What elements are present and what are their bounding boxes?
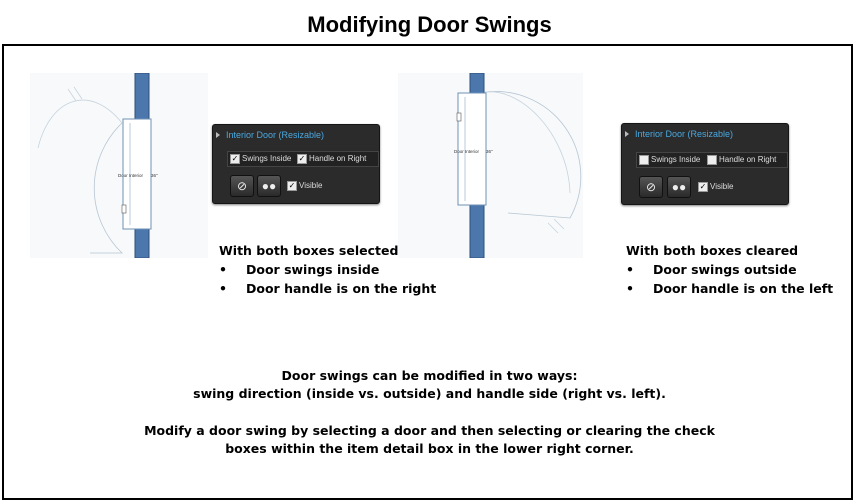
left-caption-heading: With both boxes selected	[219, 243, 399, 258]
visible-label: Visible	[710, 182, 734, 191]
right-plan-label: Door Interior	[454, 149, 480, 154]
notes-line-1: Door swings can be modified in two ways:	[281, 368, 578, 383]
right-item-detail-panel	[621, 123, 789, 205]
notes-line-4: boxes within the item detail box in the lower right corner.	[225, 441, 634, 456]
list-item: • Door swings outside	[626, 262, 797, 277]
notes-line-2: swing direction (inside vs. outside) and handle side (right vs. left).	[193, 386, 666, 401]
dots-icon[interactable]: ●●	[667, 176, 691, 198]
check-icon: ✓	[288, 181, 296, 190]
list-item: • Door handle is on the left	[626, 281, 834, 296]
left-plan-dim: 36"	[151, 173, 158, 178]
dots-icon[interactable]: ●●	[257, 175, 281, 197]
check-icon: ✓	[298, 154, 306, 163]
notes-line-3: Modify a door swing by selecting a door and then selecting or clearing the check	[144, 423, 715, 438]
no-entry-icon[interactable]: ⊘	[639, 176, 663, 198]
expand-arrow-icon[interactable]	[625, 131, 629, 137]
notes-block-2	[0, 422, 859, 458]
expand-arrow-icon[interactable]	[216, 132, 220, 138]
list-item: • Door handle is on the right	[219, 281, 437, 296]
handle-on-right-label: Handle on Right	[719, 155, 777, 164]
swings-inside-checkbox[interactable]	[639, 155, 649, 165]
left-plan-label: Door Interior	[118, 173, 144, 178]
check-icon: ✓	[699, 182, 707, 191]
no-entry-icon[interactable]: ⊘	[230, 175, 254, 197]
handle-on-right-checkbox[interactable]	[297, 154, 307, 164]
handle-on-right-label: Handle on Right	[309, 154, 367, 163]
swings-inside-label: Swings Inside	[242, 154, 292, 163]
check-icon: ✓	[231, 154, 239, 163]
notes-block-1	[0, 367, 859, 403]
page-title: Modifying Door Swings	[307, 12, 552, 37]
right-plan-dim: 36"	[486, 149, 493, 154]
left-item-detail-panel	[212, 124, 380, 204]
handle-on-right-checkbox[interactable]	[707, 155, 717, 165]
list-item: • Door swings inside	[219, 262, 380, 277]
panel-title: Interior Door (Resizable)	[226, 130, 325, 140]
right-caption	[626, 241, 833, 298]
visible-checkbox[interactable]	[698, 182, 708, 192]
left-door-plan	[30, 73, 208, 258]
right-door-plan	[398, 73, 583, 258]
right-caption-heading: With both boxes cleared	[626, 243, 799, 258]
swings-inside-label: Swings Inside	[651, 155, 701, 164]
swings-inside-checkbox[interactable]	[230, 154, 240, 164]
panel-title: Interior Door (Resizable)	[635, 129, 734, 139]
visible-checkbox[interactable]	[287, 181, 297, 191]
visible-label: Visible	[299, 181, 323, 190]
